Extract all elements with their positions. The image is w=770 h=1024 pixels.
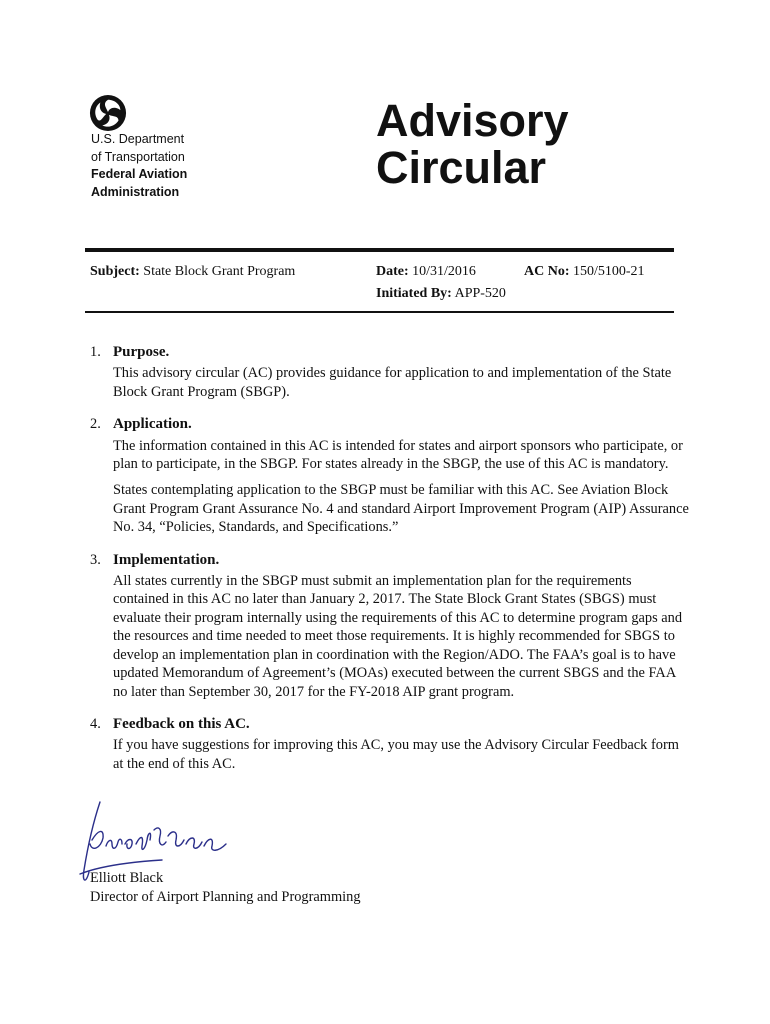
section-number: 1. [90,344,101,360]
dot-triskelion-logo-icon [89,94,127,132]
subject-label: Subject: [90,264,140,279]
section-application [90,415,690,536]
signer-block [90,869,361,906]
dept-line-1: U.S. Department [91,132,185,146]
section-implementation [90,551,690,701]
title-line-1: Advisory [376,95,569,146]
agency-line-1: Federal Aviation [91,167,188,181]
section-feedback [90,715,690,773]
section-heading: Purpose. [113,344,170,360]
section-purpose [90,343,690,401]
department-block [91,131,187,201]
date-field [376,262,476,282]
date-value: 10/31/2016 [412,264,476,279]
date-label: Date: [376,264,409,279]
subject-value: State Block Grant Program [143,264,296,279]
initiated-by-field [376,284,506,304]
signer-title: Director of Airport Planning and Programming [90,888,361,905]
section-paragraph: This advisory circular (AC) provides guidance for application to and implementation of the State Block Grant Program (SBGP). [113,365,672,400]
section-heading: Feedback on this AC. [113,715,250,732]
section-number: 3. [90,551,101,568]
section-number: 2. [90,416,101,433]
ac-number-label: AC No: [524,264,570,279]
ac-number-field [524,262,645,282]
section-number: 4. [90,715,101,732]
header-rule-thin [85,311,674,313]
section-paragraph: All states currently in the SBGP must submit an implementation plan for the requirements contained in this AC no later than January 2, 2017. The State Block Grant States (SBGS) must evaluate their program internally using the requirements of this AC to determine program gaps and the resources and time needed to meet those requirements. It is highly recommended for SBGS to develop an implementation plan in coordination with the Region/ADO. The FAA’s goal is to have updated Memorandum of Agreement’s (MOAs) executed between the current SBGS and the FAA no later than September 30, 2017 for the FY-2018 AIP grant program. [113,573,683,700]
section-heading: Application. [113,416,192,433]
section-heading: Implementation. [113,551,220,568]
initiated-by-value: APP-520 [454,286,506,301]
subject-field [90,262,295,282]
document-title [376,97,569,191]
title-line-2: Circular [376,142,547,193]
ac-number-value: 150/5100-21 [573,264,645,279]
section-paragraph: If you have suggestions for improving this AC, you may use the Advisory Circular Feedback form at the end of this AC. [113,737,679,772]
section-paragraph: The information contained in this AC is intended for states and airport sponsors who participate, or plan to participate, in the SBGP. For states already in the SBGP, the use of this AC is mandatory. [113,437,683,473]
body-sections [90,343,690,787]
signer-name: Elliott Black [90,870,164,886]
header-rule-thick [85,248,674,252]
agency-line-2: Administration [91,184,180,199]
dept-line-2: of Transportation [91,149,185,164]
initiated-by-label: Initiated By: [376,286,452,301]
section-paragraph: States contemplating application to the SBGP must be familiar with this AC. See Aviation Block Grant Program Grant Assurance No. 4 and standard Airport Improvement Program (AIP) Assurance No. 34, “Policies, Standards, and Specifications.” [113,482,689,536]
